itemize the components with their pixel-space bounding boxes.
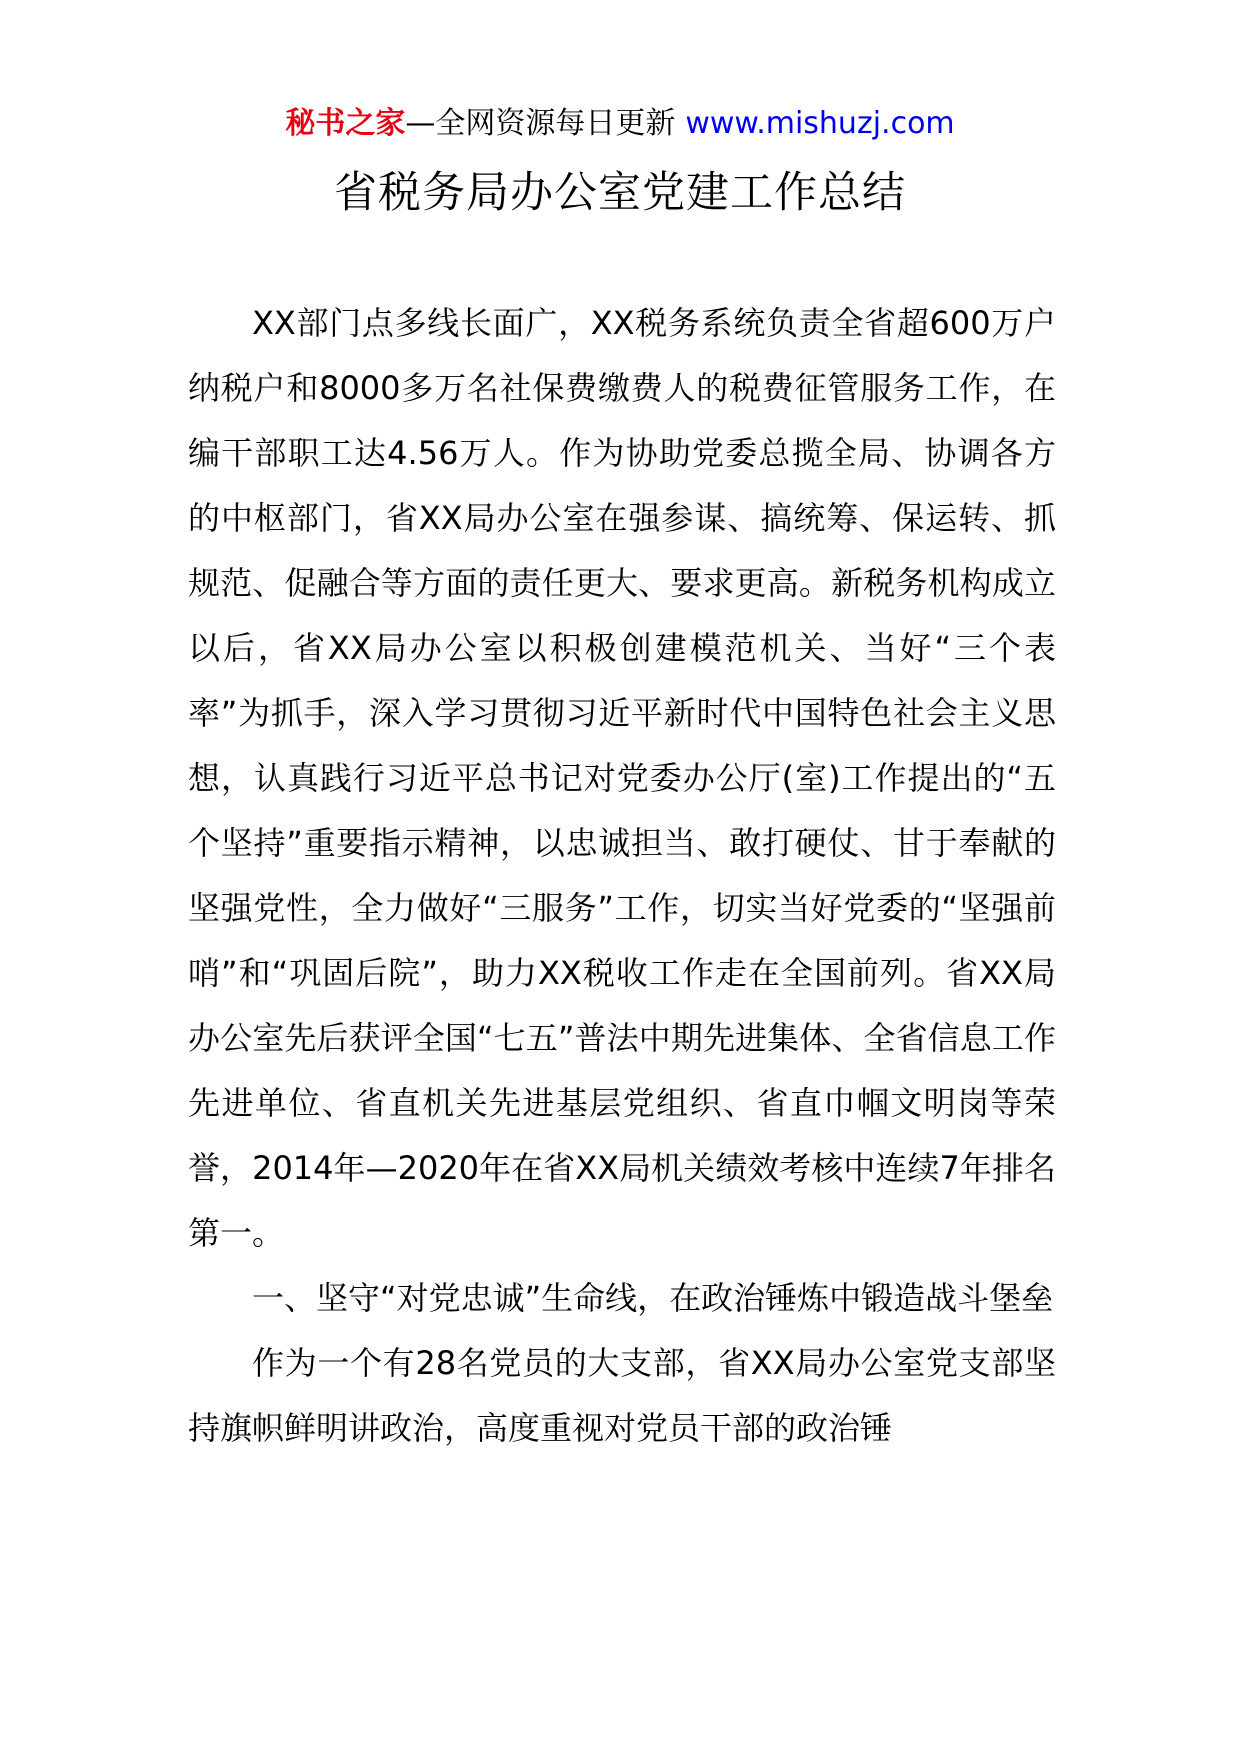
document-title: 省税务局办公室党建工作总结	[334, 168, 906, 218]
site-header	[0, 104, 1240, 144]
brand-name: 秘书之家	[285, 106, 406, 141]
section-heading-1: 一、坚守“对党忠诚”生命线，在政治锤炼中锻造战斗堡垒	[252, 1279, 1054, 1317]
paragraph-section-1: 作为一个有28名党员的大支部，省XX局办公室党支部坚持旗帜鲜明讲政治，高度重视对党员干部的政治锤	[188, 1344, 1056, 1447]
paragraph-intro: XX部门点多线长面广，XX税务系统负责全省超600万户纳税户和8000多万名社保费缴费人的税费征管服务工作，在编干部职工达4.56万人。作为协助党委总揽全局、协调各方的中枢部门，省XX局办公室在强参谋、搞统筹、保运转、抓规范、促融合等方面的责任更大、要求更高。新税务机构成立以后，省XX局办公室以积极创建模范机关、当好“三个表率”为抓手，深入学习贯彻习近平新时代中国特色社会主义思想，认真践行习近平总书记对党委办公厅(室)工作提出的“五个坚持”重要指示精神，以忠诚担当、敢打硬仗、甘于奉献的坚强党性，全力做好“三服务”工作，切实当好党委的“坚强前哨”和“巩固后院”，助力XX税收工作走在全国前列。省XX局办公室先后获评全国“七五”普法中期先进集体、全省信息工作先进单位、省直机关先进基层党组织、省直巾帼文明岗等荣誉，2014年—2020年在省XX局机关绩效考核中连续7年排名第一。	[188, 304, 1056, 1252]
site-slogan: —全网资源每日更新	[405, 106, 676, 141]
site-url-link[interactable]: www.mishuzj.com	[685, 106, 955, 141]
document-body	[188, 291, 1056, 1461]
